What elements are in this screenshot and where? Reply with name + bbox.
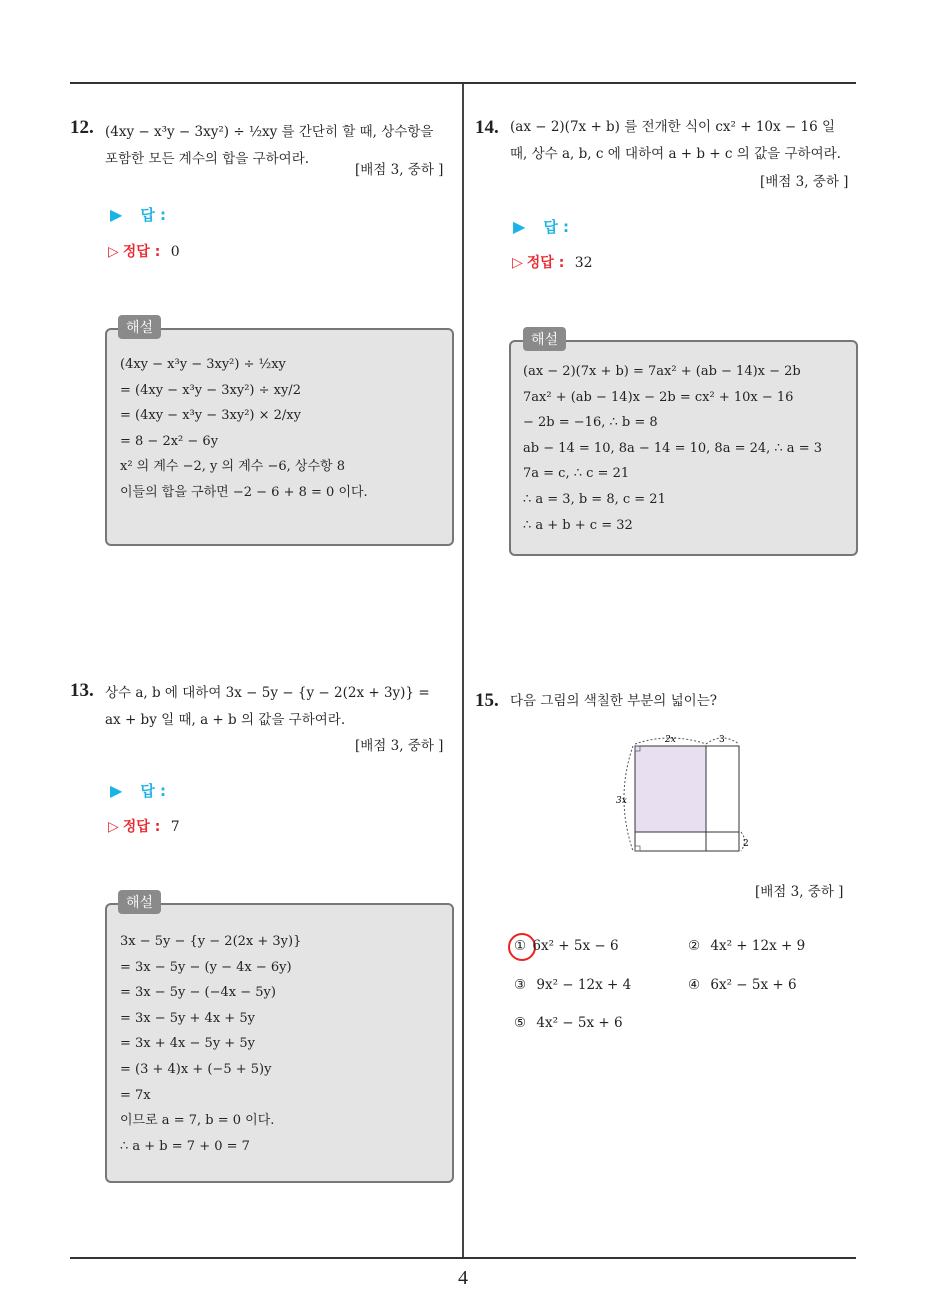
option-text: 6x² + 5x − 6 [532, 938, 619, 954]
solution-lines [120, 929, 301, 1159]
option-2[interactable] [688, 938, 805, 954]
question-13-line2: ax + by 일 때, a + b 의 값을 구하여라. [105, 712, 346, 728]
answer-label: 답 : [140, 782, 167, 800]
question-14-meta: [배점 3, 중하 ] [760, 174, 849, 190]
question-14-line2: 때, 상수 a, b, c 에 대하여 a + b + c 의 값을 구하여라. [510, 146, 841, 162]
question-13-solution-tag: 해설 [118, 890, 161, 914]
solution-line: − 2b = −16, ∴ b = 8 [523, 415, 658, 431]
correct-value: 32 [574, 255, 593, 271]
solution-line: 7a = c, ∴ c = 21 [523, 466, 630, 482]
correct-value: 7 [170, 819, 180, 835]
solution-line: 7ax² + (ab − 14)x − 2b = cx² + 10x − 16 [523, 389, 794, 405]
option-mark: ④ [688, 977, 701, 993]
question-12-line1: (4xy − x³y − 3xy²) ÷ ½xy 를 간단히 할 때, 상수항을 [105, 124, 434, 140]
question-14-correct [512, 252, 593, 272]
solution-line: = 3x − 5y − (−4x − 5y) [120, 985, 276, 1001]
solution-line: 3x − 5y − {y − 2(2x + 3y)} [120, 934, 302, 949]
question-13-number: 13. [70, 680, 94, 701]
label-left: 3x [616, 796, 627, 806]
question-13-text [105, 680, 457, 734]
play-icon: ▶ [110, 205, 123, 224]
label-right: 2 [743, 839, 749, 849]
question-15-text: 다음 그림의 색칠한 부분의 넓이는? [510, 693, 717, 709]
option-mark: ⑤ [514, 1015, 527, 1031]
question-12-correct [108, 241, 180, 261]
solution-line: = (4xy − x³y − 3xy²) × 2/xy [120, 408, 301, 424]
question-15-number: 15. [475, 690, 499, 711]
question-13-line1: 상수 a, b 에 대하여 3x − 5y − {y − 2(2x + 3y)} = [105, 685, 430, 701]
option-text: 4x² − 5x + 6 [536, 1015, 623, 1031]
solution-line: = 3x + 4x − 5y + 5y [120, 1036, 255, 1052]
answer-label: 답 : [543, 218, 570, 236]
column-divider [462, 84, 464, 1258]
label-top-right: 3 [719, 735, 725, 745]
solution-line: 이들의 합을 구하면 −2 − 6 + 8 = 0 이다. [120, 484, 368, 500]
play-icon: ▶ [513, 217, 526, 236]
correct-label: 정답 : [122, 244, 161, 260]
correct-label: 정답 : [526, 255, 565, 271]
question-12-solution-box [105, 328, 454, 546]
question-14-text [510, 114, 862, 168]
question-15-meta: [배점 3, 중하 ] [755, 884, 844, 900]
label-top-left: 2x [665, 735, 676, 745]
hollow-triangle-icon: ▷ [108, 819, 119, 835]
option-1[interactable] [514, 938, 619, 954]
solution-line: ab − 14 = 10, 8a − 14 = 10, 8a = 24, ∴ a = 3 [523, 440, 822, 456]
question-12-meta: [배점 3, 중하 ] [355, 162, 444, 178]
hollow-triangle-icon: ▷ [512, 255, 523, 271]
solution-line: ∴ a + b = 7 + 0 = 7 [120, 1138, 250, 1154]
question-14-solution-box [509, 340, 858, 556]
solution-line: = 3x − 5y + 4x + 5y [120, 1010, 255, 1026]
question-14-number: 14. [475, 117, 499, 138]
question-12-number: 12. [70, 117, 94, 138]
solution-line: = 8 − 2x² − 6y [120, 433, 219, 449]
shaded-region [635, 746, 706, 832]
option-4[interactable] [688, 977, 797, 993]
option-mark: ③ [514, 977, 527, 993]
correct-label: 정답 : [122, 819, 161, 835]
question-14-answer[interactable] [513, 216, 569, 237]
solution-lines [523, 359, 822, 538]
solution-line: (4xy − x³y − 3xy²) ÷ ½xy [120, 357, 286, 372]
question-12-line2: 포함한 모든 계수의 합을 구하여라. [105, 151, 310, 167]
hollow-triangle-icon: ▷ [108, 244, 119, 260]
option-text: 4x² + 12x + 9 [710, 938, 806, 954]
question-13-correct [108, 816, 180, 836]
correct-value: 0 [170, 244, 180, 260]
option-mark: ① [514, 938, 527, 954]
page-number: 4 [458, 1267, 468, 1289]
question-13-solution-box [105, 903, 454, 1183]
right-angle-mark [635, 846, 640, 851]
solution-line: = 7x [120, 1087, 151, 1103]
solution-line: x² 의 계수 −2, y 의 계수 −6, 상수항 8 [120, 459, 345, 475]
question-14-line1: (ax − 2)(7x + b) 를 전개한 식이 cx² + 10x − 16 일 [510, 119, 836, 135]
question-12-solution-tag: 해설 [118, 315, 161, 339]
option-text: 6x² − 5x + 6 [710, 977, 797, 993]
solution-lines [120, 352, 368, 506]
solution-line: = (4xy − x³y − 3xy²) ÷ xy/2 [120, 382, 301, 398]
solution-line: ∴ a = 3, b = 8, c = 21 [523, 491, 666, 507]
solution-line: ∴ a + b + c = 32 [523, 517, 633, 533]
area-figure [610, 730, 760, 860]
bottom-rule [70, 1257, 856, 1259]
question-13-meta: [배점 3, 중하 ] [355, 738, 444, 754]
solution-line: = 3x − 5y − (y − 4x − 6y) [120, 959, 292, 975]
question-12-answer[interactable] [110, 204, 166, 225]
option-3[interactable] [514, 977, 631, 993]
play-icon: ▶ [110, 781, 123, 800]
option-5[interactable] [514, 1015, 623, 1031]
solution-line: 이므로 a = 7, b = 0 이다. [120, 1113, 275, 1129]
solution-line: = (3 + 4)x + (−5 + 5)y [120, 1061, 272, 1077]
solution-line: (ax − 2)(7x + b) = 7ax² + (ab − 14)x − 2b [523, 364, 801, 379]
question-13-answer[interactable] [110, 780, 166, 801]
question-14-solution-tag: 해설 [523, 327, 566, 351]
answer-label: 답 : [140, 206, 167, 224]
option-mark: ② [688, 938, 701, 954]
option-text: 9x² − 12x + 4 [536, 977, 632, 993]
